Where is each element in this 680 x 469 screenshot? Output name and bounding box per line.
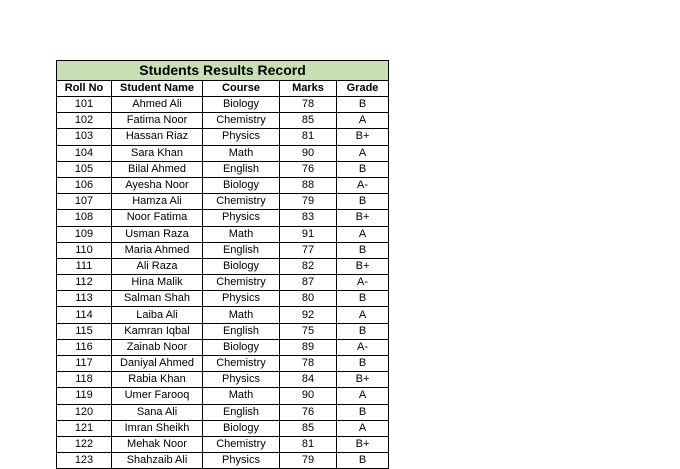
student-name-cell: Laiba Ali: [112, 307, 203, 323]
table-row: [57, 129, 389, 145]
course-cell: Math: [203, 226, 280, 242]
grade-cell: B: [337, 194, 389, 210]
grade-cell: A: [337, 145, 389, 161]
student-name-cell: Hina Malik: [112, 275, 203, 291]
marks-cell: 76: [280, 404, 337, 420]
table-row: [57, 307, 389, 323]
student-name-cell: Shahzaib Ali: [112, 453, 203, 469]
grade-cell: A-: [337, 177, 389, 193]
marks-cell: 92: [280, 307, 337, 323]
header-roll-no: Roll No: [57, 81, 112, 97]
course-cell: Physics: [203, 291, 280, 307]
course-cell: Physics: [203, 129, 280, 145]
course-cell: English: [203, 161, 280, 177]
course-cell: English: [203, 323, 280, 339]
table-row: [57, 388, 389, 404]
table-row: [57, 339, 389, 355]
marks-cell: 80: [280, 291, 337, 307]
marks-cell: 87: [280, 275, 337, 291]
roll-no-cell: 121: [57, 420, 112, 436]
course-cell: Biology: [203, 420, 280, 436]
table-row: [57, 177, 389, 193]
student-name-cell: Mehak Noor: [112, 436, 203, 452]
roll-no-cell: 111: [57, 258, 112, 274]
table-row: [57, 323, 389, 339]
grade-cell: B+: [337, 210, 389, 226]
course-cell: English: [203, 404, 280, 420]
results-sheet: [56, 60, 389, 469]
student-name-cell: Sana Ali: [112, 404, 203, 420]
grade-cell: B+: [337, 372, 389, 388]
course-cell: Math: [203, 145, 280, 161]
roll-no-cell: 113: [57, 291, 112, 307]
roll-no-cell: 106: [57, 177, 112, 193]
grade-cell: A: [337, 307, 389, 323]
roll-no-cell: 103: [57, 129, 112, 145]
header-student-name: Student Name: [112, 81, 203, 97]
table-row: [57, 453, 389, 469]
course-cell: Chemistry: [203, 194, 280, 210]
grade-cell: B: [337, 356, 389, 372]
course-cell: Biology: [203, 339, 280, 355]
course-cell: Biology: [203, 177, 280, 193]
grade-cell: B: [337, 404, 389, 420]
roll-no-cell: 116: [57, 339, 112, 355]
table-row: [57, 275, 389, 291]
table-title: Students Results Record: [57, 61, 389, 81]
course-cell: Chemistry: [203, 275, 280, 291]
students-results-table: [56, 60, 389, 469]
grade-cell: A: [337, 113, 389, 129]
table-row: [57, 356, 389, 372]
marks-cell: 91: [280, 226, 337, 242]
student-name-cell: Maria Ahmed: [112, 242, 203, 258]
course-cell: Physics: [203, 210, 280, 226]
table-row: [57, 97, 389, 113]
course-cell: Chemistry: [203, 436, 280, 452]
roll-no-cell: 104: [57, 145, 112, 161]
marks-cell: 78: [280, 97, 337, 113]
table-body: [57, 97, 389, 469]
marks-cell: 90: [280, 388, 337, 404]
marks-cell: 88: [280, 177, 337, 193]
roll-no-cell: 107: [57, 194, 112, 210]
student-name-cell: Daniyal Ahmed: [112, 356, 203, 372]
course-cell: Physics: [203, 453, 280, 469]
header-course: Course: [203, 81, 280, 97]
roll-no-cell: 114: [57, 307, 112, 323]
course-cell: Math: [203, 307, 280, 323]
student-name-cell: Noor Fatima: [112, 210, 203, 226]
table-row: [57, 194, 389, 210]
grade-cell: B+: [337, 436, 389, 452]
table-row: [57, 436, 389, 452]
table-row: [57, 145, 389, 161]
roll-no-cell: 118: [57, 372, 112, 388]
table-row: [57, 210, 389, 226]
roll-no-cell: 101: [57, 97, 112, 113]
grade-cell: B: [337, 161, 389, 177]
marks-cell: 75: [280, 323, 337, 339]
table-row: [57, 258, 389, 274]
header-marks: Marks: [280, 81, 337, 97]
student-name-cell: Fatima Noor: [112, 113, 203, 129]
student-name-cell: Rabia Khan: [112, 372, 203, 388]
grade-cell: B+: [337, 129, 389, 145]
course-cell: Math: [203, 388, 280, 404]
course-cell: Biology: [203, 258, 280, 274]
marks-cell: 76: [280, 161, 337, 177]
grade-cell: B: [337, 323, 389, 339]
marks-cell: 81: [280, 129, 337, 145]
roll-no-cell: 117: [57, 356, 112, 372]
student-name-cell: Ali Raza: [112, 258, 203, 274]
roll-no-cell: 108: [57, 210, 112, 226]
student-name-cell: Zainab Noor: [112, 339, 203, 355]
header-row: [57, 81, 389, 97]
table-row: [57, 113, 389, 129]
grade-cell: A-: [337, 339, 389, 355]
table-row: [57, 291, 389, 307]
course-cell: Biology: [203, 97, 280, 113]
marks-cell: 83: [280, 210, 337, 226]
student-name-cell: Sara Khan: [112, 145, 203, 161]
marks-cell: 82: [280, 258, 337, 274]
marks-cell: 79: [280, 453, 337, 469]
grade-cell: B: [337, 291, 389, 307]
marks-cell: 81: [280, 436, 337, 452]
table-row: [57, 242, 389, 258]
table-row: [57, 404, 389, 420]
student-name-cell: Bilal Ahmed: [112, 161, 203, 177]
course-cell: English: [203, 242, 280, 258]
table-row: [57, 420, 389, 436]
course-cell: Chemistry: [203, 113, 280, 129]
course-cell: Chemistry: [203, 356, 280, 372]
marks-cell: 85: [280, 113, 337, 129]
marks-cell: 79: [280, 194, 337, 210]
roll-no-cell: 120: [57, 404, 112, 420]
marks-cell: 84: [280, 372, 337, 388]
header-grade: Grade: [337, 81, 389, 97]
roll-no-cell: 122: [57, 436, 112, 452]
roll-no-cell: 102: [57, 113, 112, 129]
grade-cell: B: [337, 242, 389, 258]
student-name-cell: Salman Shah: [112, 291, 203, 307]
marks-cell: 85: [280, 420, 337, 436]
student-name-cell: Hamza Ali: [112, 194, 203, 210]
grade-cell: A: [337, 388, 389, 404]
grade-cell: B+: [337, 258, 389, 274]
marks-cell: 89: [280, 339, 337, 355]
marks-cell: 90: [280, 145, 337, 161]
table-row: [57, 161, 389, 177]
student-name-cell: Imran Sheikh: [112, 420, 203, 436]
student-name-cell: Umer Farooq: [112, 388, 203, 404]
roll-no-cell: 119: [57, 388, 112, 404]
table-row: [57, 226, 389, 242]
roll-no-cell: 112: [57, 275, 112, 291]
grade-cell: A: [337, 226, 389, 242]
roll-no-cell: 109: [57, 226, 112, 242]
student-name-cell: Ahmed Ali: [112, 97, 203, 113]
student-name-cell: Kamran Iqbal: [112, 323, 203, 339]
title-row: [57, 61, 389, 81]
grade-cell: A: [337, 420, 389, 436]
roll-no-cell: 105: [57, 161, 112, 177]
table-row: [57, 372, 389, 388]
grade-cell: B: [337, 97, 389, 113]
student-name-cell: Usman Raza: [112, 226, 203, 242]
student-name-cell: Hassan Riaz: [112, 129, 203, 145]
roll-no-cell: 123: [57, 453, 112, 469]
student-name-cell: Ayesha Noor: [112, 177, 203, 193]
marks-cell: 78: [280, 356, 337, 372]
roll-no-cell: 110: [57, 242, 112, 258]
roll-no-cell: 115: [57, 323, 112, 339]
marks-cell: 77: [280, 242, 337, 258]
grade-cell: A-: [337, 275, 389, 291]
grade-cell: B: [337, 453, 389, 469]
course-cell: Physics: [203, 372, 280, 388]
